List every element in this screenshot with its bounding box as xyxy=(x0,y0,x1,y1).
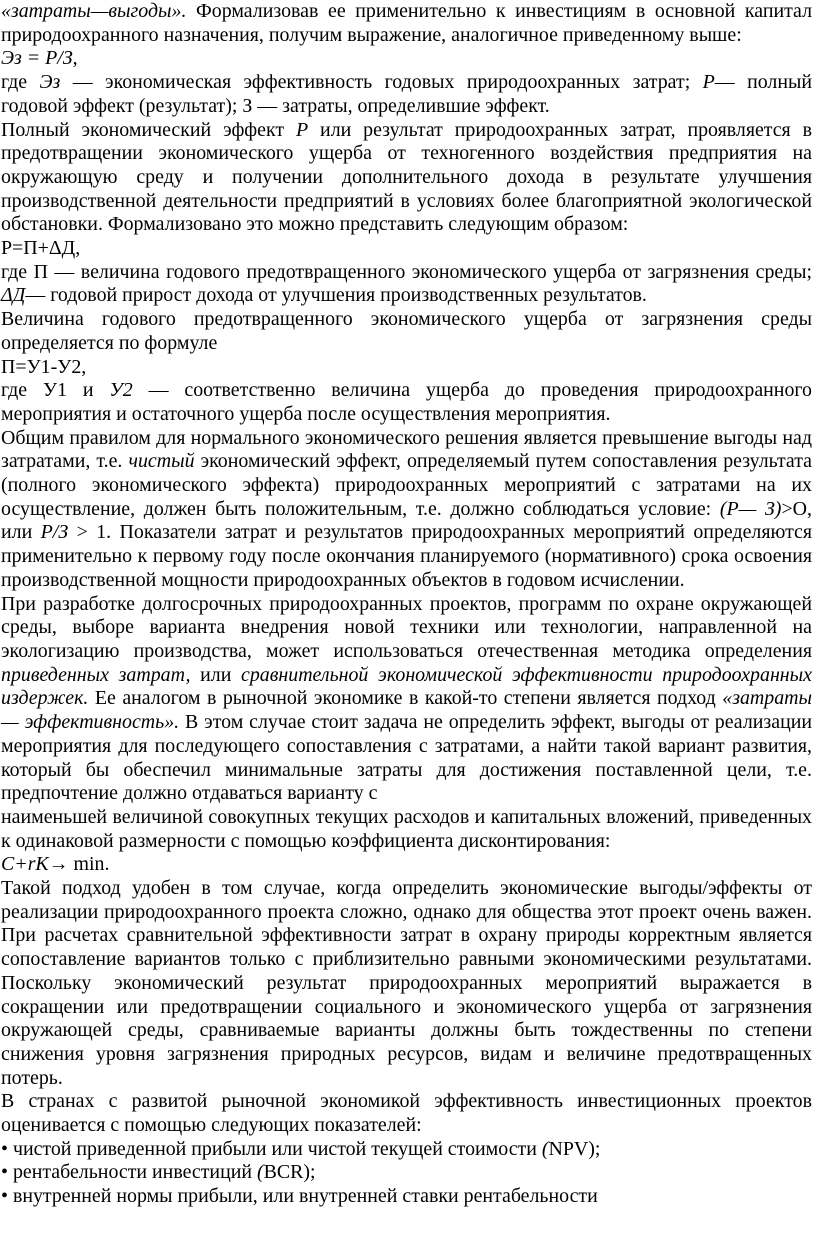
formula-efficiency: Эз = Р/З, xyxy=(1,47,78,70)
paragraph-damage-formula-intro: Величина годового предотвращенного экономического ущерба от загрязнения среды определяется по формуле xyxy=(1,308,812,354)
paragraph-definitions-1: где Эз — экономическая эффективность годовых природоохранных затрат; Р— полный годовой эффект (результат); З — затраты, определившие эффект. xyxy=(1,71,812,117)
paragraph-definitions-3: где У1 и У2 — соответственно величина ущерба до проведения природоохранного мероприятия и остаточного ущерба после осуществления мероприятия. xyxy=(1,379,812,425)
paragraph-market-economies: В странах с развитой рыночной экономикой эффективность инвестиционных проектов оценивается с помощью следующих показателей: xyxy=(1,1090,812,1137)
paragraph-approach: Такой подход удобен в том случае, когда определить экономические выгоды/эффекты от реализации природоохранного проекта сложно, однако для общества этот проект очень важен. При расчетах сравнительной эффективности затрат в охрану природы корректным является сопоставление вариантов только с приблизительно равными экономическими результатами. Поскольку экономический результат природоохранных мероприятий выражается в сокращении или предотвращении социального и экономического ущерба от загрязнения окружающей среды, сравниваемые варианты должны быть тождественны по степени снижения уровня загрязнения природных ресурсов, видам и величине предотвращенных потерь. xyxy=(1,877,812,1089)
paragraph-definitions-2: где П — величина годового предотвращенного экономического ущерба от загрязнения среды; ΔД— годовой прирост дохода от улучшения производственных результатов. xyxy=(1,260,812,307)
formula-damage: П=У1-У2, xyxy=(1,355,87,378)
formula-result: Р=П+ΔД, xyxy=(1,237,81,260)
indicator-list xyxy=(1,1138,812,1209)
paragraph-general-rule: Общим правилом для нормального экономического решения является превышение выгоды над затратами, т.е. чистый экономический эффект, определяемый путем сопоставления результата (полного экономического эффекта) природоохранных мероприятий с затратами на их осуществление, должен быть положительным, т.е. должно соблюдаться условие: (Р— З)>О, или Р/З > 1. Показатели затрат и результатов природоохранных мероприятий определяются применительно к первому году после окончания планируемого (нормативного) срока освоения производственной мощности природоохранных объектов в годовом исчислении. xyxy=(1,426,812,591)
paragraph-long-term-projects: При разработке долгосрочных природоохранных проектов, программ по охране окружающей среды, выборе варианта внедрения новой техники или технологии, направленной на экологизацию производства, может использоваться отечественная методика определения приведенных затрат, или сравнительной экономической эффективности природоохранных издержек. Ее аналогом в рыночной экономике в какой-то степени является подход «затраты — эффективность». В этом случае стоит задача не определить эффект, выгоды от реализации мероприятия для последующего сопоставления с затратами, а найти такой вариант развития, который бы обеспечил минимальные затраты для достижения поставленной цели, т.е. предпочтение должно отдаваться варианту с xyxy=(1,592,813,805)
list-item-bcr: • рентабельности инвестиций (BCR); xyxy=(1,1161,812,1185)
paragraph-long-term-projects-cont: наименьшей величиной совокупных текущих расходов и капитальных вложений, приведенных к одинаковой размерности с помощью коэффициента дисконтирования: xyxy=(1,805,812,852)
list-item-npv: • чистой приведенной прибыли или чистой текущей стоимости (NPV); xyxy=(1,1138,812,1162)
paragraph-intro: «затраты—выгоды». Формализовав ее применительно к инвестициям в основной капитал природоохранного назначения, получим выражение, аналогичное приведенному выше: xyxy=(1,0,812,46)
quote-costs-benefits: «затраты—выгоды». xyxy=(1,0,187,22)
list-item-irr: • внутренней нормы прибыли, или внутренней ставки рентабельности xyxy=(1,1185,812,1209)
paragraph-full-effect: Полный экономический эффект Р или результат природоохранных затрат, проявляется в предотвращении экономического ущерба от техногенного воздействия предприятия на окружающую среду и получении дополнительного дохода в результате улучшения производственной деятельности предприятий в условиях более благоприятной экологической обстановки. Формализовано это можно представить следующим образом: xyxy=(1,118,812,236)
formula-min-cost: С+rК→ min. xyxy=(1,853,110,876)
